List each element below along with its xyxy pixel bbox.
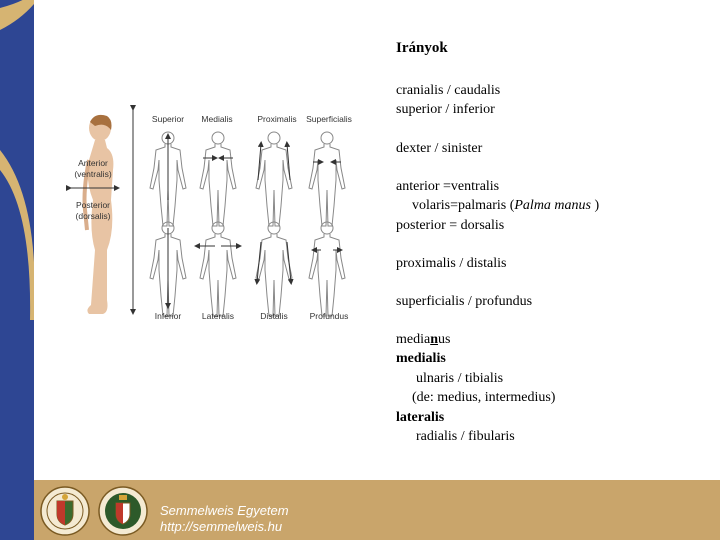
superficialis-label: Superficialis xyxy=(306,114,352,124)
dorsalis-label: (dorsalis) xyxy=(75,211,111,221)
body-outline-profundus xyxy=(309,222,345,316)
text-line: radialis / fibularis xyxy=(416,429,515,444)
text-line: anterior =ventralis xyxy=(396,179,500,194)
medialis-label: Medialis xyxy=(201,114,233,124)
body-outline-medialis xyxy=(200,132,236,226)
text-line: proximalis / distalis xyxy=(396,256,507,271)
posterior-label: Posterior xyxy=(75,200,111,210)
text-line: (de: medius, intermedius) xyxy=(412,390,556,405)
university-seal-logo xyxy=(40,486,90,536)
text-line: posterior = dorsalis xyxy=(396,218,505,233)
text-line: volaris=palmaris (Palma manus ) xyxy=(412,198,600,213)
distalis-label: Distalis xyxy=(260,311,288,321)
anterior-label: Anterior xyxy=(78,158,108,168)
body-outline-superficialis xyxy=(309,132,345,226)
footer-text xyxy=(160,503,289,535)
text-line: cranialis / caudalis xyxy=(396,83,501,98)
text-line: superior / inferior xyxy=(396,102,495,117)
text-line: medialis xyxy=(396,351,446,366)
superior-label: Superior xyxy=(151,114,185,124)
body-outline-proximalis xyxy=(256,132,292,226)
profundus-label: Profundus xyxy=(309,311,349,321)
left-decorative-band xyxy=(0,0,34,540)
lateralis-label: Lateralis xyxy=(201,311,235,321)
ventralis-label: (ventralis) xyxy=(74,169,112,179)
text-line: lateralis xyxy=(396,410,445,425)
university-name: Semmelweis Egyetem xyxy=(160,503,289,518)
anatomical-directions-figure xyxy=(55,100,365,335)
body-outline-lateralis xyxy=(200,222,236,316)
body-outline-distalis xyxy=(256,222,292,316)
swoosh-decoration xyxy=(0,0,34,540)
inferior-label: Inferior xyxy=(154,311,182,321)
text-line: medianus xyxy=(396,332,451,347)
slide-title: Irányok xyxy=(396,40,448,56)
proximalis-label: Proximalis xyxy=(257,114,297,124)
coat-of-arms-logo xyxy=(98,486,148,536)
university-url[interactable]: http://semmelweis.hu xyxy=(160,519,283,534)
text-line: dexter / sinister xyxy=(396,141,483,156)
text-line: ulnaris / tibialis xyxy=(416,371,504,386)
text-line: superficialis / profundus xyxy=(396,294,533,309)
